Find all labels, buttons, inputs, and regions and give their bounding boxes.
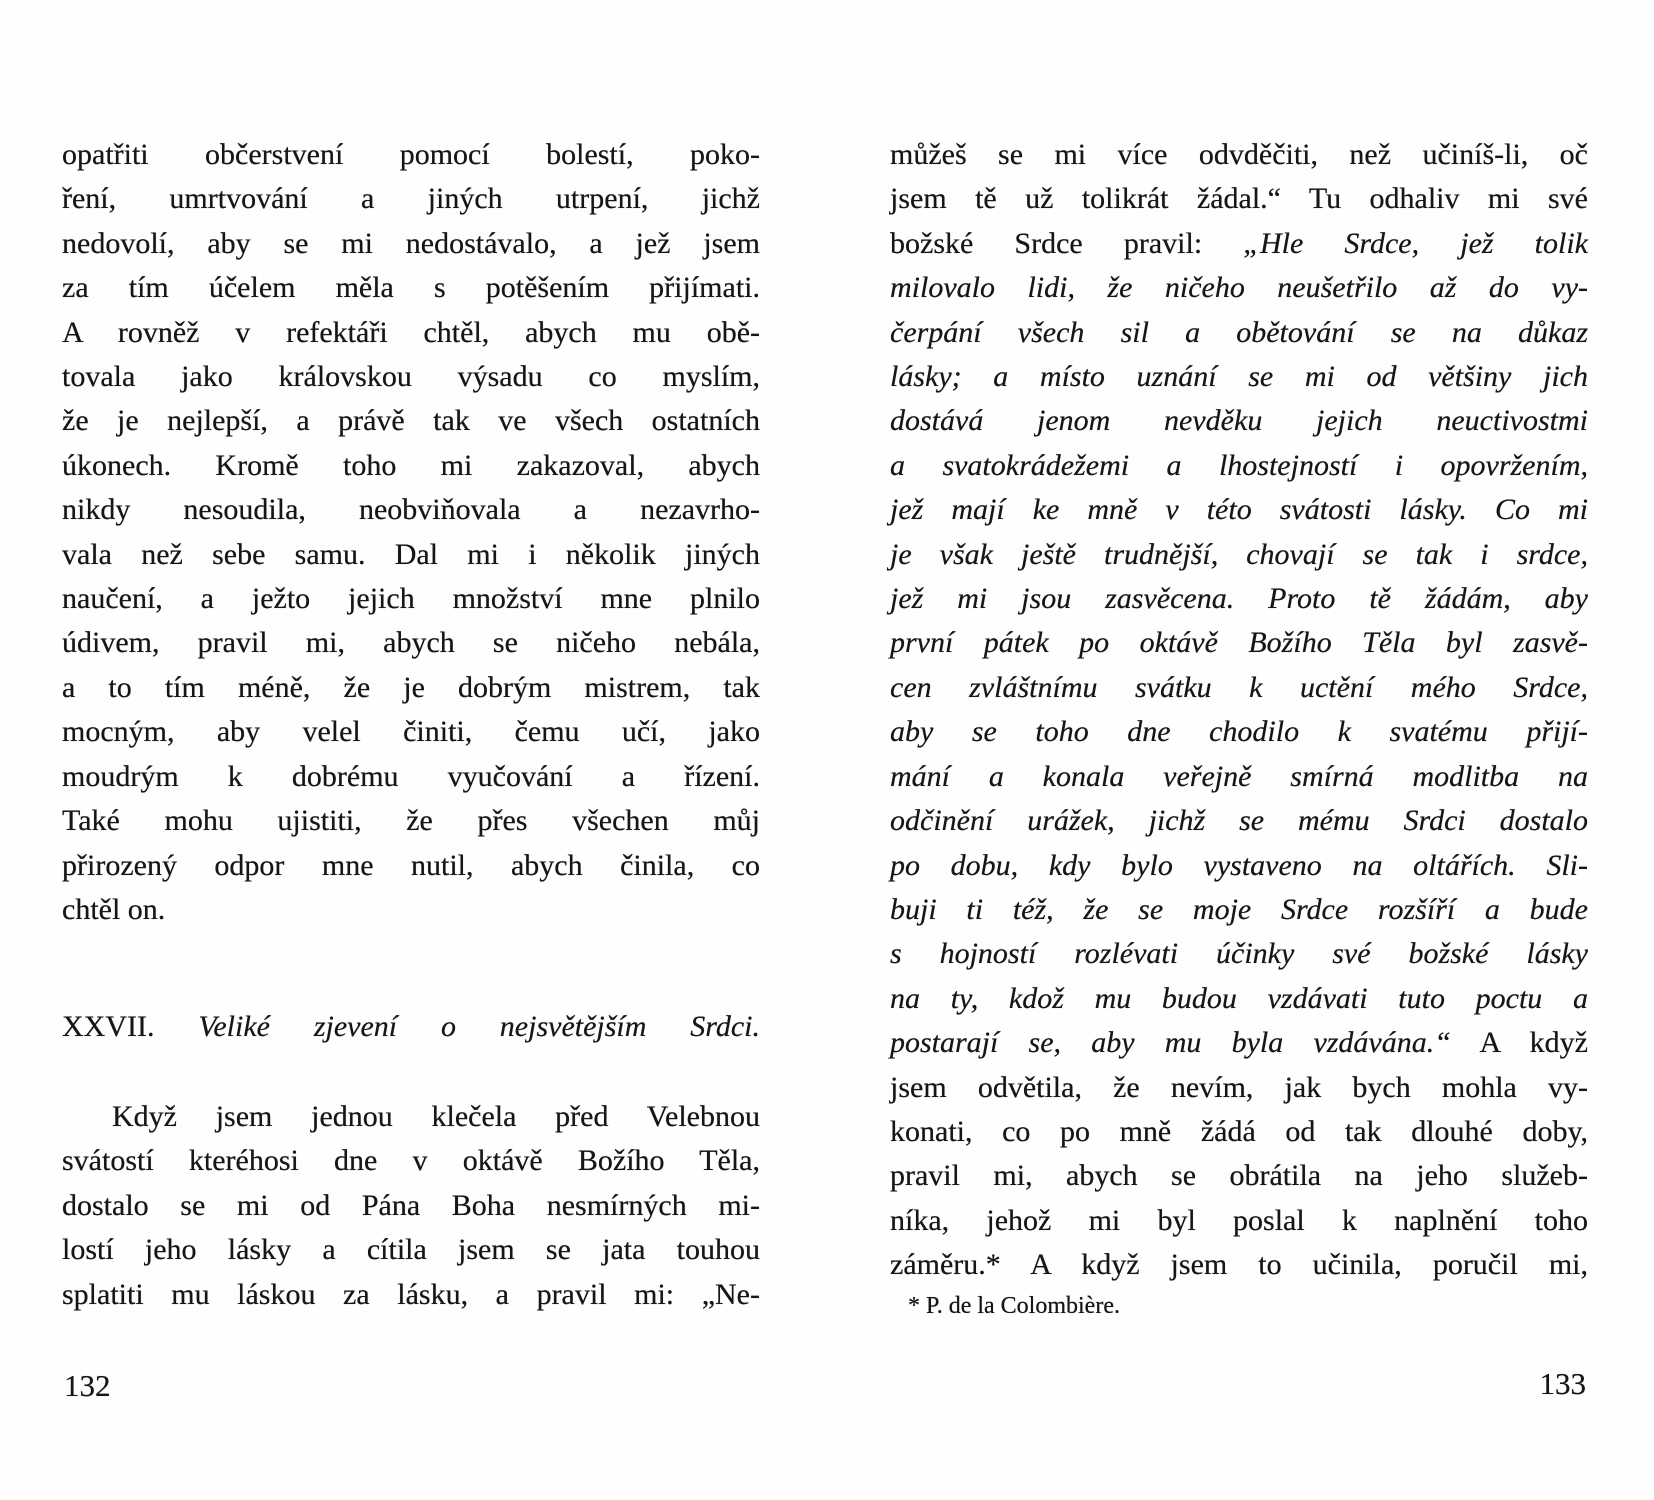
text-line — [62, 488, 760, 532]
text-line — [890, 177, 1588, 221]
italic-text-segment: a svatokrádežemi a lhostejností i opovržením, — [890, 448, 1588, 482]
paragraph-2 — [62, 1095, 760, 1317]
text-segment: A když — [1450, 1026, 1588, 1060]
text-line — [890, 1243, 1588, 1287]
text-segment: XXVII. — [62, 1010, 199, 1043]
italic-text-segment: odčinění urážek, jichž se mému Srdci dostalo — [890, 804, 1588, 838]
text-line — [62, 266, 760, 310]
text-line — [62, 799, 760, 843]
text-line — [890, 1110, 1588, 1154]
text-line — [890, 222, 1588, 266]
italic-text-segment: buji ti též, že se moje Srdce rozšíří a bude — [890, 892, 1588, 926]
text-line — [890, 888, 1588, 932]
italic-text-segment: „Hle Srdce, jež tolik — [1243, 226, 1589, 260]
text-segment: chtěl on. — [62, 892, 166, 926]
text-line — [890, 1154, 1588, 1198]
text-segment: konati, co po mně žádá od tak dlouhé doby, — [890, 1114, 1588, 1148]
text-line — [62, 710, 760, 754]
text-line — [890, 710, 1588, 754]
text-line — [62, 1095, 760, 1139]
text-line — [890, 932, 1588, 976]
text-segment: naučení, a ježto jejich množství mne plnilo — [62, 582, 760, 616]
text-segment: ření, umrtvování a jiných utrpení, jichž — [62, 182, 760, 216]
page-number-left: 132 — [64, 1368, 111, 1403]
text-line — [890, 533, 1588, 577]
italic-text-segment: aby se toho dne chodilo k svatému přijí- — [890, 715, 1588, 749]
text-segment: božské Srdce pravil: — [890, 226, 1244, 260]
text-segment: nikdy nesoudila, neobviňovala a nezavrho- — [62, 493, 760, 527]
text-segment: svátostí kteréhosi dne v oktávě Božího Těla, — [62, 1144, 760, 1178]
text-segment: že je nejlepší, a právě tak ve všech ostatních — [62, 404, 760, 438]
paragraph-1 — [62, 133, 760, 932]
text-segment: moudrým k dobrému vyučování a řízení. — [62, 759, 760, 793]
text-line — [890, 1066, 1588, 1110]
text-segment: opatřiti občerstvení pomocí bolestí, poko- — [62, 138, 760, 171]
text-line — [890, 844, 1588, 888]
text-segment: jsem tě už tolikrát žádal.“ Tu odhaliv mi své — [890, 182, 1588, 216]
paragraph-right — [890, 133, 1588, 1288]
text-segment: vala než sebe samu. Dal mi i několik jiných — [62, 537, 760, 571]
text-line — [890, 666, 1588, 710]
italic-text-segment: Veliké zjevení o nejsvětějším Srdci. — [198, 1010, 760, 1043]
text-line — [890, 133, 1588, 177]
text-segment: úkonech. Kromě toho mi zakazoval, abych — [62, 448, 760, 482]
page-right — [890, 0, 1588, 1500]
text-line — [890, 444, 1588, 488]
text-line — [890, 399, 1588, 443]
page-number-right: 133 — [1539, 1366, 1586, 1401]
text-line — [62, 533, 760, 577]
text-line — [62, 133, 760, 177]
italic-text-segment: mání a konala veřejně smírná modlitba na — [890, 759, 1588, 793]
text-segment: nedovolí, aby se mi nedostávalo, a jež jsem — [62, 226, 760, 260]
text-line — [62, 311, 760, 355]
text-line — [890, 577, 1588, 621]
text-segment: splatiti mu láskou za lásku, a pravil mi: „Ne- — [62, 1277, 760, 1311]
text-line — [62, 399, 760, 443]
text-line — [62, 177, 760, 221]
text-line — [62, 1184, 760, 1228]
text-line — [890, 1199, 1588, 1243]
text-segment: záměru.* A když jsem to učinila, poručil mi, — [890, 1248, 1588, 1282]
text-segment: a to tím méně, že je dobrým mistrem, tak — [62, 670, 760, 704]
text-line — [890, 355, 1588, 399]
text-line — [62, 222, 760, 266]
text-segment: Když jsem jednou klečela před Velebnou — [112, 1100, 760, 1133]
text-line — [890, 799, 1588, 843]
italic-text-segment: na ty, kdož mu budou vzdávati tuto poctu a — [890, 981, 1588, 1015]
text-line — [890, 977, 1588, 1021]
text-line — [62, 888, 760, 932]
text-segment: Také mohu ujistiti, že přes všechen můj — [62, 804, 760, 838]
text-line — [62, 444, 760, 488]
italic-text-segment: čerpání všech sil a obětování se na důkaz — [890, 315, 1588, 349]
text-segment: údivem, pravil mi, abych se ničeho nebála, — [62, 626, 760, 660]
text-line — [62, 755, 760, 799]
italic-text-segment: lásky; a místo uznání se mi od většiny jich — [890, 360, 1588, 394]
italic-text-segment: po dobu, kdy bylo vystaveno na oltářích. Sli- — [890, 848, 1588, 882]
text-segment: můžeš se mi více odvděčiti, než učiníš-li, oč — [890, 138, 1588, 171]
text-line — [890, 621, 1588, 665]
text-line — [890, 755, 1588, 799]
text-line — [62, 1005, 760, 1049]
footnote: * P. de la Colombière. — [908, 1293, 1120, 1319]
italic-text-segment: jež mi jsou zasvěcena. Proto tě žádám, aby — [890, 582, 1588, 616]
text-line — [62, 577, 760, 621]
text-segment: lostí jeho lásky a cítila jsem se jata touhou — [62, 1233, 760, 1267]
text-segment: mocným, aby velel činiti, čemu učí, jako — [62, 715, 760, 749]
text-line — [62, 621, 760, 665]
text-line — [62, 1228, 760, 1272]
text-segment: A rovněž v refektáři chtěl, abych mu obě- — [62, 315, 760, 349]
text-segment: dostalo se mi od Pána Boha nesmírných mi- — [62, 1188, 760, 1222]
italic-text-segment: první pátek po oktávě Božího Těla byl zasvě- — [890, 626, 1588, 660]
text-segment: níka, jehož mi byl poslal k naplnění toho — [890, 1203, 1588, 1237]
text-segment: přirozený odpor mne nutil, abych činila, co — [62, 848, 760, 882]
italic-text-segment: cen zvláštnímu svátku k uctění mého Srdce, — [890, 670, 1588, 704]
text-line — [62, 355, 760, 399]
text-line — [890, 1021, 1588, 1065]
text-line — [62, 1273, 760, 1317]
text-line — [62, 844, 760, 888]
text-segment: pravil mi, abych se obrátila na jeho služeb- — [890, 1159, 1588, 1193]
text-line — [890, 266, 1588, 310]
page-left — [62, 0, 760, 1500]
italic-text-segment: postarají se, aby mu byla vzdávána.“ — [890, 1026, 1451, 1060]
text-line — [890, 488, 1588, 532]
italic-text-segment: dostává jenom nevděku jejich neuctivostmi — [890, 404, 1588, 438]
text-line — [62, 1139, 760, 1183]
italic-text-segment: jež mají ke mně v této svátosti lásky. Co mi — [890, 493, 1588, 527]
section-heading — [62, 1005, 760, 1049]
text-segment: tovala jako královskou výsadu co myslím, — [62, 360, 760, 394]
text-line — [890, 311, 1588, 355]
text-segment: jsem odvětila, že nevím, jak bych mohla vy- — [890, 1070, 1588, 1104]
text-line — [62, 666, 760, 710]
text-segment: za tím účelem měla s potěšením přijímati. — [62, 271, 760, 305]
italic-text-segment: s hojností rozlévati účinky své božské lásky — [890, 937, 1588, 971]
italic-text-segment: milovalo lidi, že ničeho neušetřilo až do vy- — [890, 271, 1588, 305]
italic-text-segment: je však ještě trudnější, chovají se tak i srdce, — [890, 537, 1588, 571]
